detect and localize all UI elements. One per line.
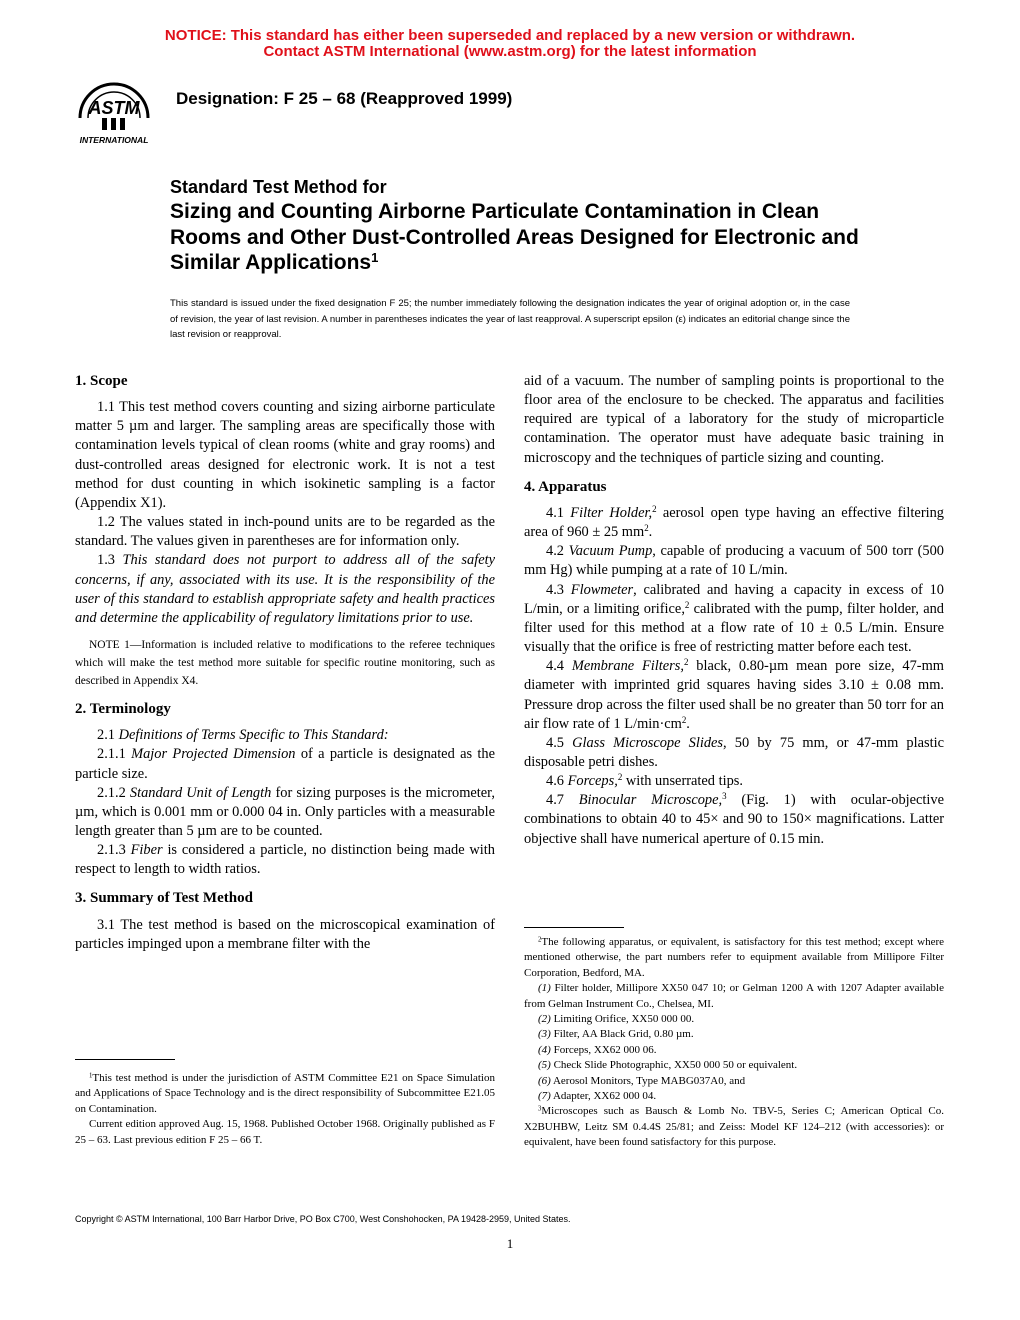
term: Membrane Filters, [571,658,684,675]
term: Fiber [130,842,163,859]
logo-text: ASTM [88,98,140,118]
text: , calibrated and having a capacity in excess of 10 L/min, or a limiting orifice, [524,581,944,617]
footnote-ref: 2 [652,504,657,515]
text: , 50 by 75 mm, or 47-mm plastic disposable petri dishes. [524,734,944,770]
para-3-1: 3.1 The test method is based on the microscopical examination of particles impinged upon a membrane filter with the [75,916,495,952]
para-4-1 [524,504,944,542]
para-num: 4.1 [546,504,571,521]
para-num: 2.1.2 [97,784,130,801]
text: calibrated with the pump, filter holder, and filter used for this method at a flow rate of 10 ± 0.5 L/min. Ensure visually that the orifice is free of restricting matter before each test. [524,600,944,656]
title-prefix: Standard Test Method for [170,177,387,197]
notice-line-2: Contact ASTM International (www.astm.org) for the latest information [263,43,757,60]
para-num: 2.1 [97,727,119,744]
footnote-1 [75,1071,495,1117]
para-num: 2.1.1 [97,746,132,763]
term: Major Projected Dimension [131,746,296,763]
footnote-2-item: (2) Limiting Orifice, XX50 000 00. [538,1013,695,1026]
footnote-2-item: (6) Aerosol Monitors, Type MABG037A0, and [538,1074,746,1087]
para-4-5 [524,734,944,772]
left-column [75,372,495,954]
para-4-4 [524,657,944,734]
title-main: Sizing and Counting Airborne Particulate Contamination in Clean Rooms and Other Dust-Controlled Areas Designed for Electronic and Similar Applications [170,200,859,274]
term: Glass Microscope Slides [572,734,724,751]
para-1-3-text: This standard does not purport to address all of the safety concerns, if any, associated with its use. It is the responsibility of the user of this standard to establish appropriate safety and health practices and determine the applicability of regulatory limitations prior to use. [75,552,495,626]
footnote-2-item: (1) Filter holder, Millipore XX50 047 10; or Gelman 1200 A with 1207 Adapter available from Gelman Instrument Co., Chelsea, MI. [524,982,944,1010]
logo-subtext: INTERNATIONAL [79,135,149,145]
footnote-3 [524,1104,944,1150]
designation: Designation: F 25 – 68 (Reapproved 1999) [176,89,513,108]
term: Flowmeter [570,581,634,598]
astm-logo-icon [66,74,162,146]
text: . [648,524,653,541]
notice-line-1: NOTICE: This standard has either been superseded and replaced by a new version or withdrawn. [164,27,856,44]
term: Binocular Microscope, [578,792,723,809]
section-heading-terminology: 2. Terminology [75,701,171,718]
title-footnote-ref: 1 [371,249,379,265]
astm-logo [66,74,162,146]
footnote-1-edition: Current edition approved Aug. 15, 1968. Published October 1968. Originally published as F 25 – 63. Last previous edition F 25 – 66 T. [75,1118,495,1146]
issued-statement: This standard is issued under the fixed designation F 25; the number immediately following the designation indicates the year of original adoption or, in the case of revision, the year of last revision. A number in parentheses indicates the year of last reapproval. A superscript epsilon (ε) indicates an editorial change since the last revision or reapproval. [170,298,850,340]
copyright: Copyright © ASTM International, 100 Barr Harbor Drive, PO Box C700, West Conshohocken, PA 19428-2959, United States. [75,1214,571,1224]
para-1-1: 1.1 This test method covers counting and sizing airborne particulate matter 5 µm and larger. The sampling areas are specifically those with contamination levels typical of clean rooms (white and gray rooms) and dust-controlled areas designed for electronic work. It is not a test method for dust counting in which isokinetic sampling is a factor (Appendix X1). [75,399,495,511]
para-num: 2.1.3 [97,842,131,859]
footnote-rule-right [524,927,624,928]
footnote-2 [524,935,944,981]
text: (Fig. 1) with ocular-objective combinations to obtain 40 to 45× and 90 to 150× magnifications. Latter objective shall have numerical aperture of 0.15 min. [524,792,944,847]
footnote-ref: 2 [617,772,623,783]
section-heading-scope: 1. Scope [75,373,128,389]
para-3-1-continued: aid of a vacuum. The number of sampling points is proportional to the floor area of the enclosure to be checked. The apparatus and facilities required are typical of a laboratory for the study of microparticle contamination. The operator must have adequate basic training in microscopy and the techniques of particle sizing and counting. [524,373,944,466]
footnote-2-item: (5) Check Slide Photographic, XX50 000 50 or equivalent. [538,1059,798,1072]
para-4-2 [524,542,944,580]
footnotes-left [75,1071,495,1148]
para-num: 4.5 [546,734,573,751]
section-heading-apparatus: 4. Apparatus [524,478,607,495]
footnote-marker: 3 [538,1105,542,1113]
para-4-6 [524,772,944,791]
footnote-2-item: (4) Forceps, XX62 000 06. [538,1043,657,1056]
text: aerosol open type having an effective filtering area of 960 ± 25 mm [524,504,944,541]
footnote-2-item: (3) Filter, AA Black Grid, 0.80 µm. [538,1028,694,1041]
section-heading-summary: 3. Summary of Test Method [75,890,253,907]
superscript: 2 [644,523,649,534]
para-4-7 [524,791,944,848]
text: black, 0.80-µm mean pore size, 47-mm diameter with imprinted grid squares having sides 3.10 ± 0.08 mm. Pressure drop across the filter used shall be no greater than 50 torr for an air flow rate of 1 L/min·cm [524,658,944,732]
para-1-2: 1.2 The values stated in inch-pound units are to be regarded as the standard. The values given in parentheses are for information only. [75,514,495,550]
text: , capable of producing a vacuum of 500 torr (500 mm Hg) while pumping at a rate of 10 L/min. [524,543,944,579]
para-4-3 [524,581,944,658]
definition: for sizing purposes is the micrometer, µm, which is 0.001 mm or 0.000 04 in. Only particles with a measurable length greater than 5 µm are to be counted. [75,784,495,839]
para-2-1-2 [75,784,495,841]
footnote-ref: 3 [722,791,727,802]
para-num: 4.7 [546,792,579,809]
footnote-rule-left [75,1059,175,1060]
footnote-text: Microscopes such as Bausch & Lomb No. TBV-5, Series C; American Optical Co. X2BUHBW, Leitz SM 0.4.4S 25/81; and Zeiss: Model KF 124–212 (with accessories): or equivalent, have been found satisfactory for this purpose. [524,1105,944,1149]
footnote-ref: 2 [683,657,689,668]
text: . [686,715,690,732]
term: Forceps, [567,773,618,790]
definition: of a particle is designated as the particle size. [75,746,495,782]
term: Filter Holder, [570,504,653,521]
note-1: NOTE 1—Information is included relative to modifications to the referee techniques which will make the test method more suitable for specific routine monitoring, such as described in Appendix X4. [75,639,495,688]
term: Standard Unit of Length [129,784,272,801]
document-title [170,175,890,276]
definition: is considered a particle, no distinction being made with respect to length to width ratios. [75,842,495,878]
para-2-1-1 [75,745,495,783]
footnote-text: The following apparatus, or equivalent, is satisfactory for this test method; except where mentioned otherwise, the part numbers refer to equipment available from Millipore Filter Corporation, Bedford, MA. [524,936,944,979]
para-2-1-3 [75,841,495,879]
para-num: 1.3 [97,552,123,569]
footnote-2-item: (7) Adapter, XX62 000 04. [538,1090,657,1103]
page-number: 1 [506,1236,514,1251]
footnote-ref: 2 [684,599,690,610]
para-num: 4.6 [546,773,568,790]
para-1-3 [75,551,495,628]
para-2-1-text: Definitions of Terms Specific to This Standard: [118,727,389,744]
term: Vacuum Pump [568,543,653,560]
para-num: 4.3 [546,581,571,598]
superscript: 2 [681,714,687,725]
para-num: 4.2 [546,543,569,560]
text: with unserrated tips. [622,773,743,790]
footnote-text: This test method is under the jurisdiction of ASTM Committee E21 on Space Simulation and Applications of Space Technology and is the direct responsibility of Subcommittee E21.05 on Contamination. [75,1072,495,1115]
footnote-marker: 2 [538,936,542,944]
para-num: 4.4 [546,658,572,675]
footnote-marker: 1 [89,1072,93,1080]
para-2-1 [75,726,495,745]
footnotes-right [524,935,944,1151]
right-column [524,372,944,849]
